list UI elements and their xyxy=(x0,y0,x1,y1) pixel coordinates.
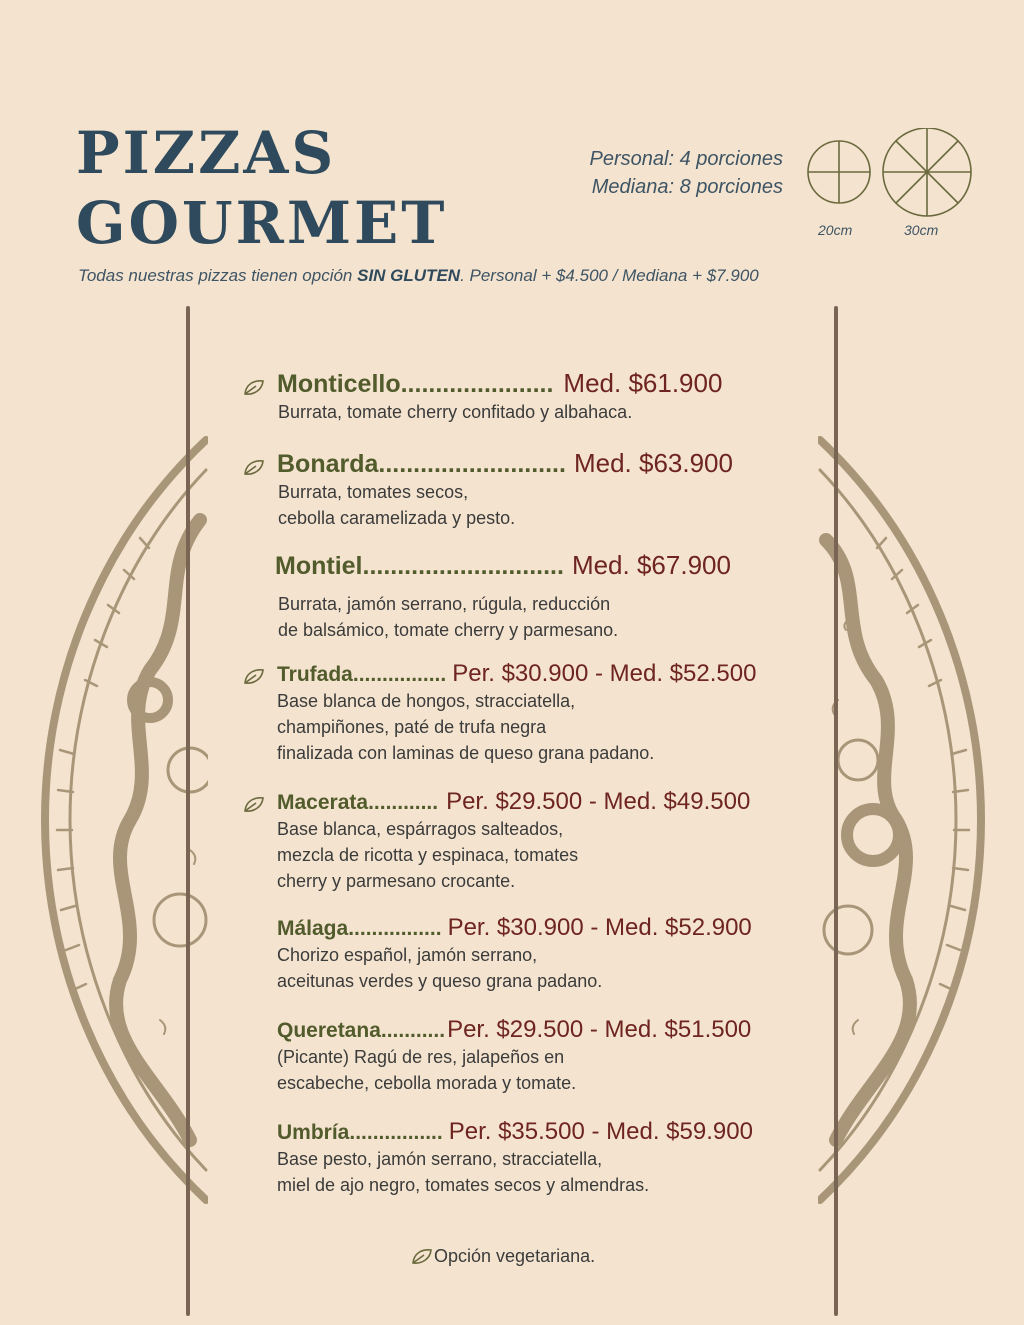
item-price: Med. $63.900 xyxy=(573,448,733,478)
item-price: Med. $67.900 xyxy=(571,550,731,580)
item-name: Queretana xyxy=(277,1019,381,1042)
subtitle-prices: . Personal + $4.500 / Mediana + $7.900 xyxy=(460,266,759,285)
item-description: Burrata, tomates secos, cebolla caramelizada y pesto. xyxy=(278,482,516,528)
item-description: (Picante) Ragú de res, jalapeños en escabeche, cebolla morada y tomate. xyxy=(277,1047,577,1093)
vegetarian-legend xyxy=(410,1246,595,1267)
item-name: Bonarda xyxy=(277,450,379,478)
gluten-free-note xyxy=(78,266,759,286)
item-leader-dots: ............................. xyxy=(362,552,564,580)
menu-item-queretana xyxy=(240,1016,751,1096)
item-description: Chorizo español, jamón serrano, aceitunas verdes y queso grana padano. xyxy=(277,945,603,991)
menu-item-monticello xyxy=(240,368,722,425)
title-line-2: GOURMET xyxy=(76,189,448,257)
item-price: Per. $30.900 - Med. $52.500 xyxy=(452,660,757,687)
item-leader-dots: ........... xyxy=(380,1019,446,1042)
item-name: Málaga xyxy=(277,917,349,940)
vegetarian-legend-text: Opción vegetariana. xyxy=(434,1246,596,1266)
size-label-small: 20cm xyxy=(818,222,853,238)
subtitle-text: Todas nuestras pizzas tienen opción xyxy=(78,266,358,285)
pizza-sketch-right xyxy=(818,420,988,1220)
item-price: Per. $29.500 - Med. $51.500 xyxy=(447,1016,752,1043)
item-price: Per. $35.500 - Med. $59.900 xyxy=(448,1118,753,1145)
item-price: Per. $30.900 - Med. $52.900 xyxy=(447,914,752,941)
menu-item-trufada xyxy=(240,660,756,766)
menu-item-bonarda xyxy=(240,448,733,531)
menu-item-macerata xyxy=(240,788,750,894)
item-leader-dots: ............ xyxy=(368,791,439,814)
item-description: Base pesto, jamón serrano, stracciatella, miel de ajo negro, tomates secos y almendras. xyxy=(277,1149,650,1195)
item-price: Per. $29.500 - Med. $49.500 xyxy=(446,788,751,815)
item-description: Burrata, tomate cherry confitado y albahaca. xyxy=(278,402,633,422)
pizza-size-icons xyxy=(806,128,976,218)
leaf-icon xyxy=(242,458,266,478)
pizza-sketch-left xyxy=(40,420,208,1220)
size-diagrams xyxy=(806,128,976,248)
menu-item-malaga xyxy=(240,914,752,994)
divider-right xyxy=(834,306,838,1316)
menu-item-montiel xyxy=(240,550,731,643)
leaf-icon xyxy=(242,667,266,687)
item-name: Umbría xyxy=(277,1121,350,1144)
leaf-icon xyxy=(242,378,266,398)
leaf-icon xyxy=(410,1247,434,1267)
subtitle-highlight: SIN GLUTEN xyxy=(357,266,461,285)
item-name: Trufada xyxy=(277,663,353,686)
menu-item-umbria xyxy=(240,1118,753,1198)
item-name: Montiel xyxy=(275,552,363,580)
item-price: Med. $61.900 xyxy=(563,368,723,398)
item-leader-dots: ................ xyxy=(349,1121,443,1144)
item-leader-dots: ........................... xyxy=(378,450,566,478)
item-leader-dots: ................ xyxy=(348,917,442,940)
divider-left xyxy=(186,306,190,1316)
item-leader-dots: ...................... xyxy=(400,370,554,398)
size-label-large: 30cm xyxy=(904,222,939,238)
page-title xyxy=(76,118,447,258)
portions-mediana: Mediana: 8 porciones xyxy=(591,176,783,198)
item-leader-dots: ................ xyxy=(352,663,447,686)
title-line-1: PIZZAS xyxy=(76,119,337,187)
item-name: Monticello xyxy=(277,370,401,398)
item-description: Base blanca de hongos, stracciatella, champiñones, paté de trufa negra finalizada con laminas de queso grana padano. xyxy=(277,691,655,763)
item-name: Macerata xyxy=(277,791,369,814)
leaf-icon xyxy=(242,795,266,815)
portions-personal: Personal: 4 porciones xyxy=(589,148,783,170)
portions-info xyxy=(590,145,783,201)
item-description: Burrata, jamón serrano, rúgula, reducción de balsámico, tomate cherry y parmesano. xyxy=(278,594,619,640)
item-description: Base blanca, espárragos salteados, mezcla de ricotta y espinaca, tomates cherry y parmesano crocante. xyxy=(277,819,579,891)
